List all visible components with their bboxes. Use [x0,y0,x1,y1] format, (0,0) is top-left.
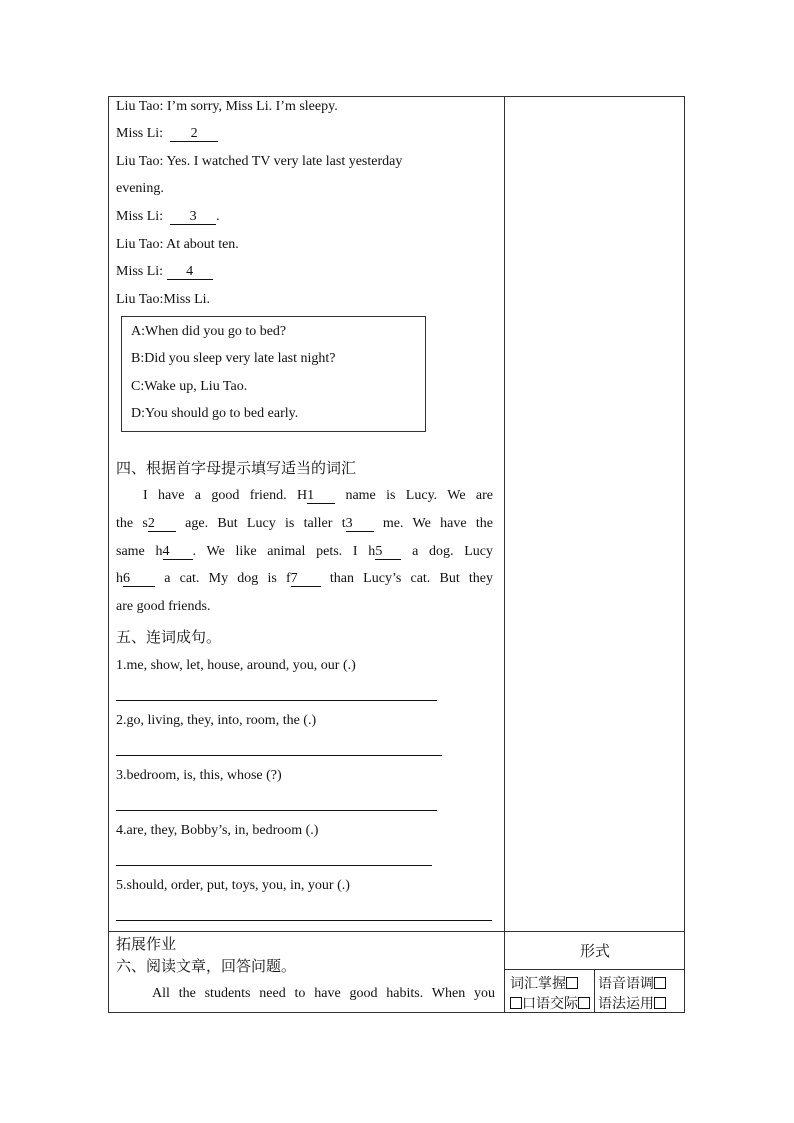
section-4-row-5: are good friends. [116,599,211,614]
option-d: D:You should go to bed early. [131,406,299,421]
section-4-row-3: same h4 . We like animal pets. I h5 a dog. Lucy [116,544,494,559]
dialogue-line-7: Liu Tao:Miss Li. [116,292,211,307]
checkbox-icon [566,977,578,989]
answer-line-1[interactable] [116,700,437,701]
blank-2[interactable]: 2 [170,127,218,142]
section-4-title: 四、根据首字母提示填写适当的词汇 [116,459,357,477]
answer-line-5[interactable] [116,920,492,921]
checkbox-icon [578,997,590,1009]
dialogue-line-3: Liu Tao: Yes. I watched TV very late last yesterday [116,154,403,169]
form-column-divider [594,969,595,1013]
form-title: 形式 [579,942,610,960]
answer-line-3[interactable] [116,810,437,811]
blank-s4-4[interactable]: 4 [163,545,193,560]
blank-s4-6[interactable]: 6 [123,572,155,587]
checkbox-oral[interactable]: 口语交际 [510,993,590,1013]
answer-line-4[interactable] [116,865,432,866]
dialogue-line-5: Liu Tao: At about ten. [116,237,239,252]
checkbox-phonetics[interactable]: 语音语调 [598,973,666,993]
reading-text: All the students need to have good habits. When you [152,986,495,1001]
sentence-item-2: 2.go, living, they, into, room, the (.) [116,713,317,728]
option-a: A:When did you go to bed? [131,324,287,339]
option-c: C:Wake up, Liu Tao. [131,379,248,394]
dialogue-line-2: Miss Li: 2 [116,126,218,142]
blank-s4-1[interactable]: 1 [307,489,335,504]
blank-3[interactable]: 3 [170,210,216,225]
dialogue-line-6: Miss Li: 4 [116,264,213,280]
section-5-title: 五、连词成句。 [116,628,222,646]
checkbox-vocab[interactable]: 词汇掌握 [510,973,578,993]
section-6-title: 六、阅读文章，回答问题。 [116,957,297,975]
section-4-row-1: I have a good friend. H1 name is Lucy. We are [143,488,494,503]
blank-4[interactable]: 4 [167,265,213,280]
sentence-item-3: 3.bedroom, is, this, whose (?) [116,768,282,783]
blank-s4-3[interactable]: 3 [346,517,374,532]
dialogue-line-4: Miss Li: 3 . [116,209,220,224]
checkbox-icon [654,977,666,989]
sentence-item-4: 4.are, they, Bobby’s, in, bedroom (.) [116,823,319,838]
option-b: B:Did you sleep very late last night? [131,351,336,366]
extension-label: 拓展作业 [116,935,177,953]
sentence-item-5: 5.should, order, put, toys, you, in, your (.) [116,878,350,893]
checkbox-icon [510,997,522,1009]
sentence-item-1: 1.me, show, let, house, around, you, our (.) [116,658,356,673]
section-4-row-4: h6 a cat. My dog is f7 than Lucy’s cat. But they [116,571,494,586]
column-divider [504,96,505,1013]
blank-s4-7[interactable]: 7 [291,572,321,587]
row-divider [108,931,685,932]
checkbox-grammar[interactable]: 语法运用 [598,993,666,1013]
blank-s4-2[interactable]: 2 [148,517,176,532]
blank-s4-5[interactable]: 5 [375,545,401,560]
dialogue-line-3b: evening. [116,181,164,196]
checkbox-icon [654,997,666,1009]
answer-line-2[interactable] [116,755,442,756]
section-4-row-2: the s2 age. But Lucy is taller t3 me. We have the [116,516,493,531]
dialogue-line-1: Liu Tao: I’m sorry, Miss Li. I’m sleepy. [116,99,338,114]
